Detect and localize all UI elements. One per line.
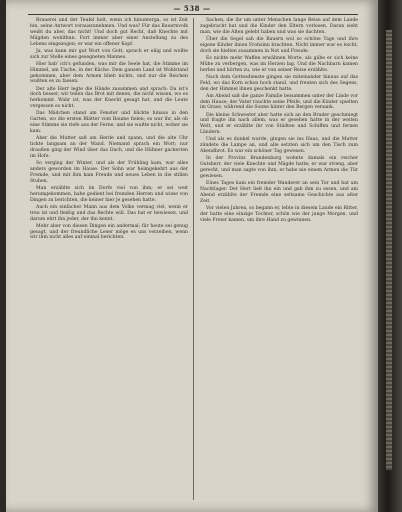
book-page <box>6 0 378 512</box>
paragraph: Über die Segel sah die Bauern wol so schöne Tage und ihre eigene Kinder ihnen Frohsinn brachten. Nicht immer war es leicht, doch sie hielten zusammen in Not und Freude. <box>200 36 358 54</box>
paragraph: Brauerei und der Teufel holt, wenn ich hinunterga, so ist Zeit bin, seine Antwort vorauszunehmen. Und was? Für das Bauernvolk weißt du aber, das nicht! Und doch gut Recht, daß Knechte mit Mägden wohlthun. Fort immer aber einer Anstellung zu des Lebens eingezogen; er war ein offener Kopf. <box>30 18 188 47</box>
paragraph: Nach dem Gottesdienste gingen sie miteinander hinaus auf das Feld, wo das Korn schon hoch stand, und freuten sich des Segens, den der Himmel ihnen geschenkt hatte. <box>200 74 358 92</box>
paragraph: Es nickte mehr Waffen erwähnen Worte, als gäbe er sich keine Mühe zu verbergen, was im Herzen lag. Und die Nachbarn kamen herbei und hörten zu, wie er von seiner Reise erzählte. <box>200 55 358 73</box>
paragraph: Ja, was kann mir gut Wort von Gott, sprach er eilig und wollte sich zur Stelle eines gesegneten Mannes. <box>30 48 188 60</box>
paragraph: Hier hab' ich's gefunden, was mir die Seele hat, die Stimme im Himmel, am Tische, in der Küche. Dem ganzen Land ist Wohlstand gekommen, aber dem Armen blieb nichts, und nur die Reichen wußten es zu fassen. <box>30 61 188 85</box>
paragraph: Der alte Herr legte die Hände zusammen und sprach: Da ist's doch besser, wir teilen das Brot mit denen, die nicht wissen, wo es herkommt. Wahr ist, was der Knecht gesagt hat, und die Leute vergessen es nicht. <box>30 86 188 110</box>
paragraph: Mehr aber von diesen Dingen ein andermal; für heute sei genug gesagt, und der freundliche Leser möge es uns verzeihen, wenn wir ihm nicht alles auf einmal berichten. <box>30 223 188 241</box>
paragraph: Man erzählte sich im Dorfe viel von ihm; er sei weit herumgekommen, habe gedient bei fremden Herren und wisse von Dingen zu berichten, die keiner hier je gesehen hatte. <box>30 185 188 203</box>
paragraph: Am Abend saß die ganze Familie beisammen unter der Linde vor dem Hause; der Vater rauchte seine Pfeife, und die Kinder spielten im Grase, während die Sonne hinter den Bergen versank. <box>200 93 358 111</box>
paragraph: So verging der Winter, und als der Frühling kam, war alles anders geworden im Hause. Der Sohn war heimgekehrt aus der Fremde, und mit ihm kam Freude und neues Leben in die stillen Stuben. <box>30 160 188 184</box>
paragraph: Die kleine Schwester aber hatte sich an den Bruder geschmiegt und fragte ihn nach allem, was er gesehen hatte in der weiten Welt, und er erzählte ihr von Städten und Schiffen und fernen Ländern. <box>200 112 358 136</box>
page-edges <box>386 30 392 470</box>
paragraph: Eines Tages kam ein fremder Wanderer an sein Tor und bat um Nachtlager. Der Herr ließ ihn ein und gab ihm zu essen, und am Abend erzählte der Fremde eine seltsame Geschichte aus alter Zeit. <box>200 181 358 204</box>
header-rule <box>28 14 358 15</box>
paragraph: In der Provinz Brandenburg wohnte damals ein reicher Gutsherr, der viele Knechte und Mägde hatte; er war streng, aber gerecht, und man sagte von ihm, er habe nie einem Armen die Tür gewiesen. <box>200 156 358 179</box>
right-column <box>200 18 358 225</box>
paragraph: Sachen, die ihr um unter Menschen lange Reise auf dem Lande zugebracht hat und die Kinder den Eltern vorlesen. Daran sieht man, wie die Alten gelebt haben und was sie dachten. <box>200 18 358 35</box>
page-number: — 538 — <box>173 4 211 13</box>
left-column <box>30 18 188 243</box>
column-divider <box>193 18 194 500</box>
paragraph: Vor vielen Jahren, so begann er, lebte in diesem Lande ein Ritter, der hatte eine einzige Tochter, schön wie der junge Morgen, und viele Freier kamen, um ihre Hand zu gewinnen. <box>200 205 358 223</box>
book-spine <box>378 0 402 512</box>
paragraph: Und als es dunkel wurde, gingen sie ins Haus, und die Mutter zündete die Lampe an, und alle setzten sich um den Tisch zum Abendbrot. Es war ein schöner Tag gewesen. <box>200 137 358 155</box>
paragraph: Das Mädchen stand am Fenster und blickte hinaus in den Garten, wo die ersten Blätter vom Baume fielen; es war ihr, als ob eine Stimme sie riefe aus der Ferne, und sie wußte nicht, woher sie kam. <box>30 111 188 135</box>
paragraph: Aber die Mutter saß am Herde und spann, und die alte Uhr tickte langsam an der Wand. Niemand sprach ein Wort; nur draußen ging der Wind über das Dach, und die Hühner gackerten im Hofe. <box>30 136 188 159</box>
paragraph: Auch ein einfacher Mann aus dem Volke vermag viel, wenn er treu ist und fleißig und das Rechte will. Das hat er bewiesen, und darum ehrt ihn jeder, der ihn kennt. <box>30 204 188 222</box>
